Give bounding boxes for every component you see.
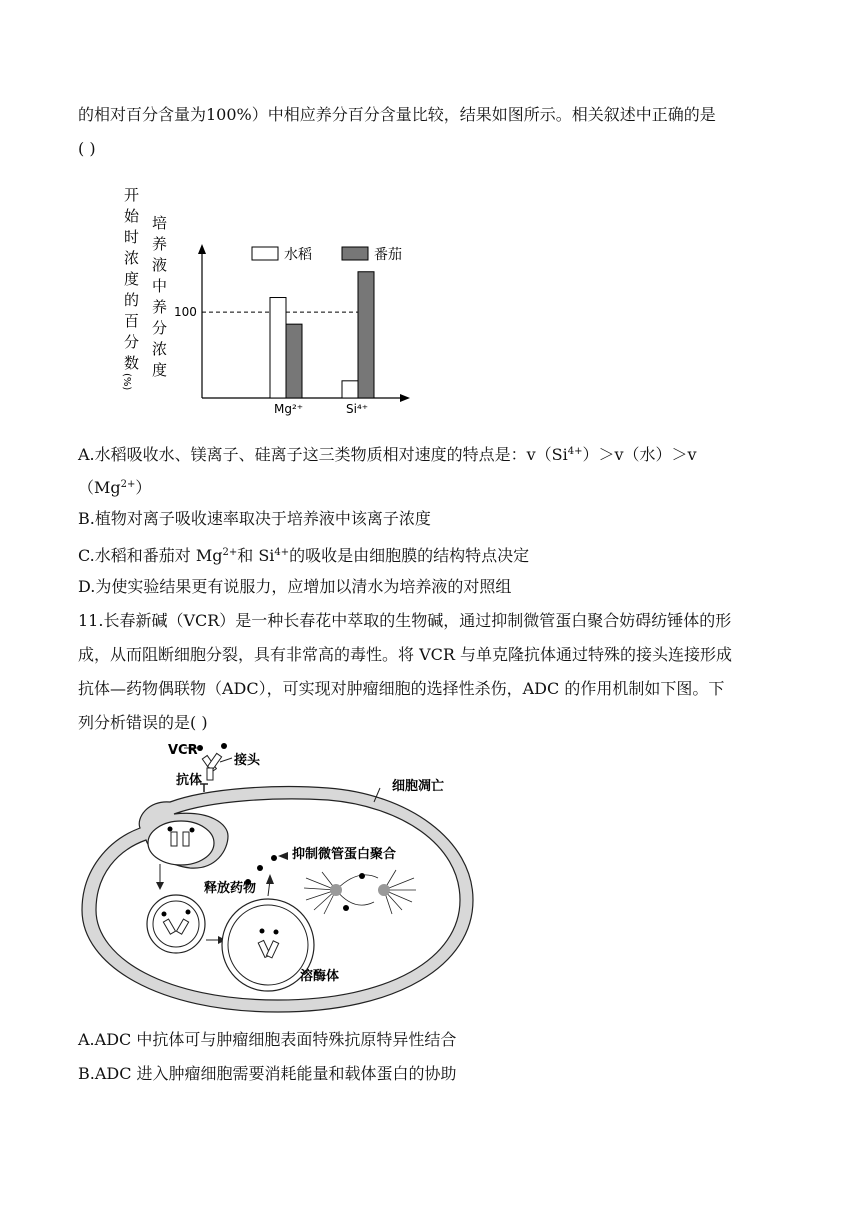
- option-c-text-3: 的吸收是由细胞膜的结构特点决定: [289, 546, 530, 565]
- y-label-char: 度: [124, 270, 140, 288]
- legend-label: 水稻: [284, 247, 312, 263]
- y-label-char: 数: [124, 354, 140, 372]
- y-label-char: 始: [124, 207, 140, 225]
- q11-line-3: 抗体—药物偶联物（ADC），可实现对肿瘤细胞的选择性杀伤，ADC 的作用机制如下图。下: [78, 679, 725, 698]
- option-10-d: D.为使实验结果更有说服力，应增加以清水为培养液的对照组: [78, 577, 512, 596]
- option-10-a-cont: [78, 474, 151, 499]
- option-c-text-2: 和 Si: [237, 546, 275, 565]
- label-inhibit: 抑制微管蛋白聚合: [292, 847, 397, 862]
- q11-line-4: 列分析错误的是( ): [78, 713, 208, 732]
- option-10-b: B.植物对离子吸收速率取决于培养液中该离子浓度: [78, 509, 431, 528]
- q11-line-2: 成，从而阻断细胞分裂，具有非常高的毒性。将 VCR 与单克隆抗体通过特殊的接头连接形成: [78, 645, 733, 664]
- label-apoptosis: 细胞凋亡: [392, 779, 445, 794]
- bar-tomato-mg: [286, 324, 302, 398]
- legend-swatch: [342, 247, 368, 260]
- label-release: 释放药物: [204, 881, 257, 896]
- linker-pointer: [220, 758, 232, 762]
- forming-vesicle: [148, 821, 214, 865]
- legend-swatch: [252, 247, 278, 260]
- drug-dot: [271, 855, 277, 861]
- y-label-char: 浓: [152, 340, 168, 358]
- option-10-a: [78, 441, 697, 466]
- label-linker: 接头: [234, 753, 261, 768]
- reference-line-label: 100: [174, 305, 197, 320]
- option-11-a: A.ADC 中抗体可与肿瘤细胞表面特殊抗原特异性结合: [78, 1030, 457, 1049]
- y-label-char: 的: [124, 291, 140, 309]
- option-a-text-3: （Mg: [78, 478, 121, 497]
- label-antibody: 抗体: [176, 773, 203, 788]
- option-a-text-4: ）: [135, 478, 152, 497]
- option-a-text-1: A.水稻吸收水、镁离子、硅离子这三类物质相对速度的特点是：v（Si: [78, 445, 568, 464]
- y-label-char: 分: [152, 319, 168, 337]
- y-label-char: 养: [152, 235, 168, 253]
- y-label-char: 时: [124, 228, 140, 246]
- legend: [252, 246, 402, 263]
- option-c-sup-1: 2+: [222, 547, 238, 558]
- y-label-char: 度: [152, 361, 168, 379]
- option-a-sup-1: 4+: [567, 446, 583, 457]
- y-label-char: 培: [152, 214, 168, 232]
- y-label-char: 浓: [124, 249, 140, 267]
- q10-paren: ( ): [78, 139, 96, 158]
- q10-stem-end: 的相对百分含量为100%）中相应养分百分含量比较，结果如图所示。相关叙述中正确的是: [78, 105, 716, 124]
- option-10-c: [78, 542, 529, 567]
- option-a-text-2: ）＞v（水）＞v: [582, 445, 697, 464]
- bar-rice-mg: [270, 298, 286, 398]
- drug-dot: [257, 865, 263, 871]
- drug-dot: [359, 873, 365, 879]
- q11-line-1: 11.长春新碱（VCR）是一种长春花中萃取的生物碱，通过抑制微管蛋白聚合妨碍纺锤体的形: [78, 611, 732, 630]
- y-label-char: 中: [152, 277, 168, 295]
- y-label-char: 养: [152, 298, 168, 316]
- legend-label: 番茄: [374, 247, 402, 263]
- option-c-sup-2: 4+: [274, 547, 290, 558]
- x-axis-arrow: [400, 394, 410, 402]
- x-tick-label: Mg²⁺: [274, 402, 304, 416]
- y-label-char: 开: [124, 186, 140, 204]
- y-label-char: 液: [152, 256, 168, 274]
- x-tick-label: Si⁴⁺: [346, 402, 369, 416]
- y-label-char: 分: [124, 333, 140, 351]
- adc-mechanism-diagram: [78, 740, 478, 1020]
- y-axis-arrow: [198, 244, 206, 254]
- bar-tomato-si: [358, 272, 374, 398]
- y-axis-label-inner: [152, 214, 167, 379]
- y-axis-label-outer: [121, 186, 140, 390]
- label-lysosome: 溶酶体: [300, 969, 340, 984]
- option-11-b: B.ADC 进入肿瘤细胞需要消耗能量和载体蛋白的协助: [78, 1064, 457, 1083]
- option-c-text-1: C.水稻和番茄对 Mg: [78, 546, 223, 565]
- drug-dot: [343, 905, 349, 911]
- y-label-char: 百: [124, 312, 140, 330]
- y-label-char: (%): [121, 373, 132, 391]
- bar-rice-si: [342, 381, 358, 398]
- option-a-sup-2: 2+: [120, 479, 136, 490]
- endosome: [147, 895, 205, 953]
- nutrient-chart: [118, 186, 418, 416]
- label-vcr: VCR: [168, 743, 198, 758]
